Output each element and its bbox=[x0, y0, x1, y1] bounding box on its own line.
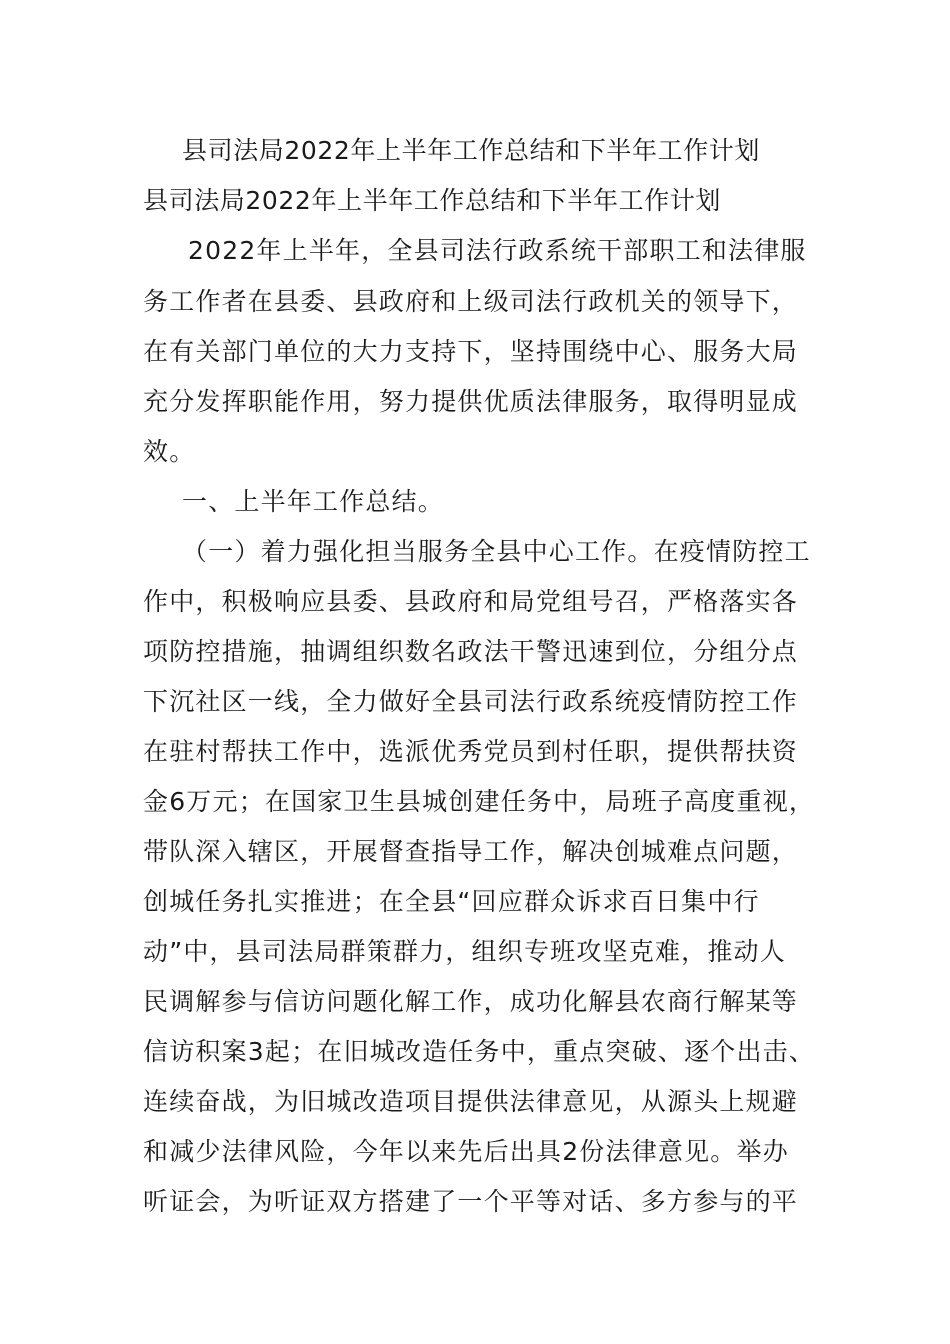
text-line: 连续奋战，为旧城改造项目提供法律意见，从源头上规避 bbox=[143, 1087, 799, 1116]
text-line: 动”中，县司法局群策群力，组织专班攻坚克难，推动人 bbox=[143, 937, 786, 966]
text-line: 金6万元；在国家卫生县城创建任务中，局班子高度重视， bbox=[143, 787, 816, 816]
text-line: 听证会，为听证双方搭建了一个平等对话、多方参与的平 bbox=[143, 1187, 799, 1216]
text-line: 务工作者在县委、县政府和上级司法行政机关的领导下， bbox=[143, 287, 799, 316]
text-line: 项防控措施，抽调组织数名政法干警迅速到位，分组分点 bbox=[143, 637, 799, 666]
text-line: 信访积案3起；在旧城改造任务中，重点突破、逐个出击、 bbox=[143, 1037, 816, 1066]
text-line: 带队深入辖区，开展督查指导工作，解决创城难点问题， bbox=[143, 837, 799, 866]
text-line: 效。 bbox=[143, 437, 196, 466]
text-line: 2022年上半年，全县司法行政系统干部职工和法律服 bbox=[188, 236, 807, 265]
text-line: 充分发挥职能作用，努力提供优质法律服务，取得明显成 bbox=[143, 387, 799, 416]
text-line: （一）着力强化担当服务全县中心工作。在疫情防控工 bbox=[182, 537, 811, 566]
text-line: 下沉社区一线，全力做好全县司法行政系统疫情防控工作 bbox=[143, 687, 799, 716]
text-line: 和减少法律风险，今年以来先后出具2份法律意见。举办 bbox=[143, 1137, 789, 1166]
text-line: 在有关部门单位的大力支持下，坚持围绕中心、服务大局 bbox=[143, 337, 799, 366]
text-line: 民调解参与信访问题化解工作，成功化解县农商行解某等 bbox=[143, 987, 799, 1016]
text-line: 在驻村帮扶工作中，选派优秀党员到村任职，提供帮扶资 bbox=[143, 737, 799, 766]
text-line: 作中，积极响应县委、县政府和局党组号召，严格落实各 bbox=[143, 587, 799, 616]
document-title: 县司法局2022年上半年工作总结和下半年工作计划 bbox=[182, 136, 761, 165]
section-heading: 一、上半年工作总结。 bbox=[182, 487, 445, 516]
text-line: 创城任务扎实推进；在全县“回应群众诉求百日集中行 bbox=[143, 887, 760, 916]
document-subtitle: 县司法局2022年上半年工作总结和下半年工作计划 bbox=[143, 186, 722, 215]
